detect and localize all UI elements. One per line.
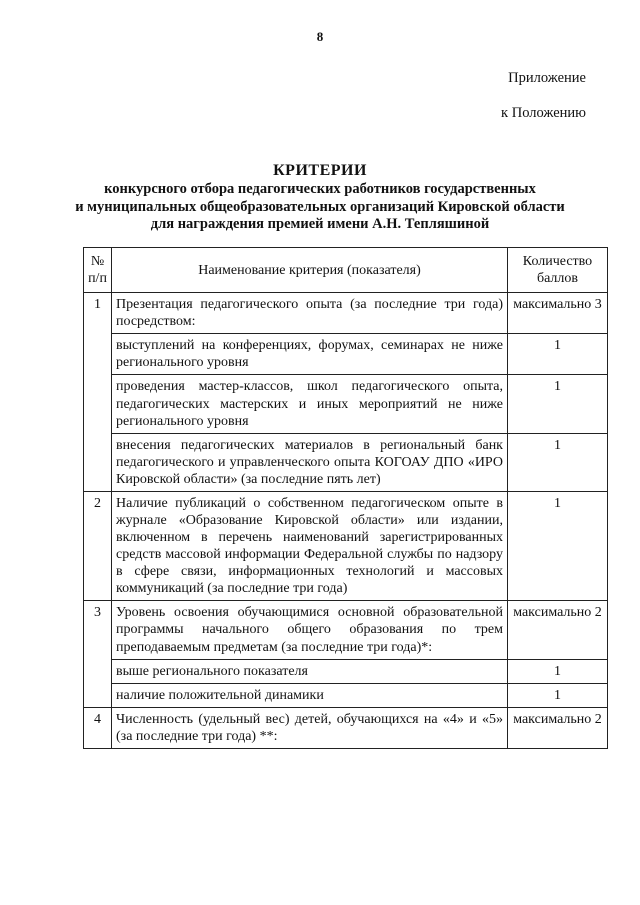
document-subtitle-line-3: для награждения премией имени А.Н. Тепляшиной	[150, 216, 490, 232]
document-heading: КРИТЕРИИ	[273, 162, 367, 179]
table-row	[84, 491, 608, 600]
header-num: № п/п	[84, 248, 112, 293]
criterion-name: Наличие публикаций о собственном педагогическом опыте в журнале «Образование Кировской области» или издании, включенном в перечень наименований зарегистрированных средств массовой информации Федеральной службы по надзору в сфере связи, информационных технологий и массовых коммуникаций (за последние три года)	[112, 491, 508, 600]
table-row	[84, 433, 608, 491]
table-row	[84, 293, 608, 334]
criterion-points: 1	[508, 491, 608, 600]
criterion-points: максимально 2	[508, 601, 608, 659]
table-row	[84, 375, 608, 433]
criterion-name: внесения педагогических материалов в региональный банк педагогического и управленческого опыта КОГОАУ ДПО «ИРО Кировской области» (за последние пять лет)	[112, 433, 508, 491]
table-row	[84, 659, 608, 683]
table-row	[84, 683, 608, 707]
criterion-name: Уровень освоения обучающимися основной образовательной программы начального общего образования по трем преподаваемым предметам (за последние три года)*:	[112, 601, 508, 659]
appendix-reference: к Положению	[501, 105, 586, 121]
row-number: 4	[84, 707, 112, 748]
criterion-points: максимально 2	[508, 707, 608, 748]
table-row	[84, 601, 608, 659]
criterion-points: 1	[508, 659, 608, 683]
table-row	[84, 707, 608, 748]
criterion-name: выше регионального показателя	[112, 659, 508, 683]
document-subtitle-line-1: конкурсного отбора педагогических работников государственных	[104, 181, 536, 197]
row-number: 2	[84, 491, 112, 600]
criterion-name: наличие положительной динамики	[112, 683, 508, 707]
criterion-points: 1	[508, 334, 608, 375]
row-number: 3	[84, 601, 112, 707]
page-number: 8	[316, 29, 324, 44]
row-number: 1	[84, 293, 112, 492]
criterion-name: выступлений на конференциях, форумах, семинарах не ниже регионального уровня	[112, 334, 508, 375]
header-name: Наименование критерия (показателя)	[112, 248, 508, 293]
criterion-points: максимально 3	[508, 293, 608, 334]
criterion-name: Презентация педагогического опыта (за последние три года) посредством:	[112, 293, 508, 334]
criterion-points: 1	[508, 375, 608, 433]
table-header-row	[84, 248, 608, 293]
appendix-label: Приложение	[508, 70, 586, 86]
header-points: Количество баллов	[508, 248, 608, 293]
document-subtitle-line-2: и муниципальных общеобразовательных организаций Кировской области	[75, 199, 565, 215]
criterion-points: 1	[508, 433, 608, 491]
table-row	[84, 334, 608, 375]
criteria-table	[83, 247, 608, 749]
criterion-name: проведения мастер-классов, школ педагогического опыта, педагогических мастерских и иных мероприятий не ниже регионального уровня	[112, 375, 508, 433]
criterion-name: Численность (удельный вес) детей, обучающихся на «4» и «5» (за последние три года) **:	[112, 707, 508, 748]
criterion-points: 1	[508, 683, 608, 707]
